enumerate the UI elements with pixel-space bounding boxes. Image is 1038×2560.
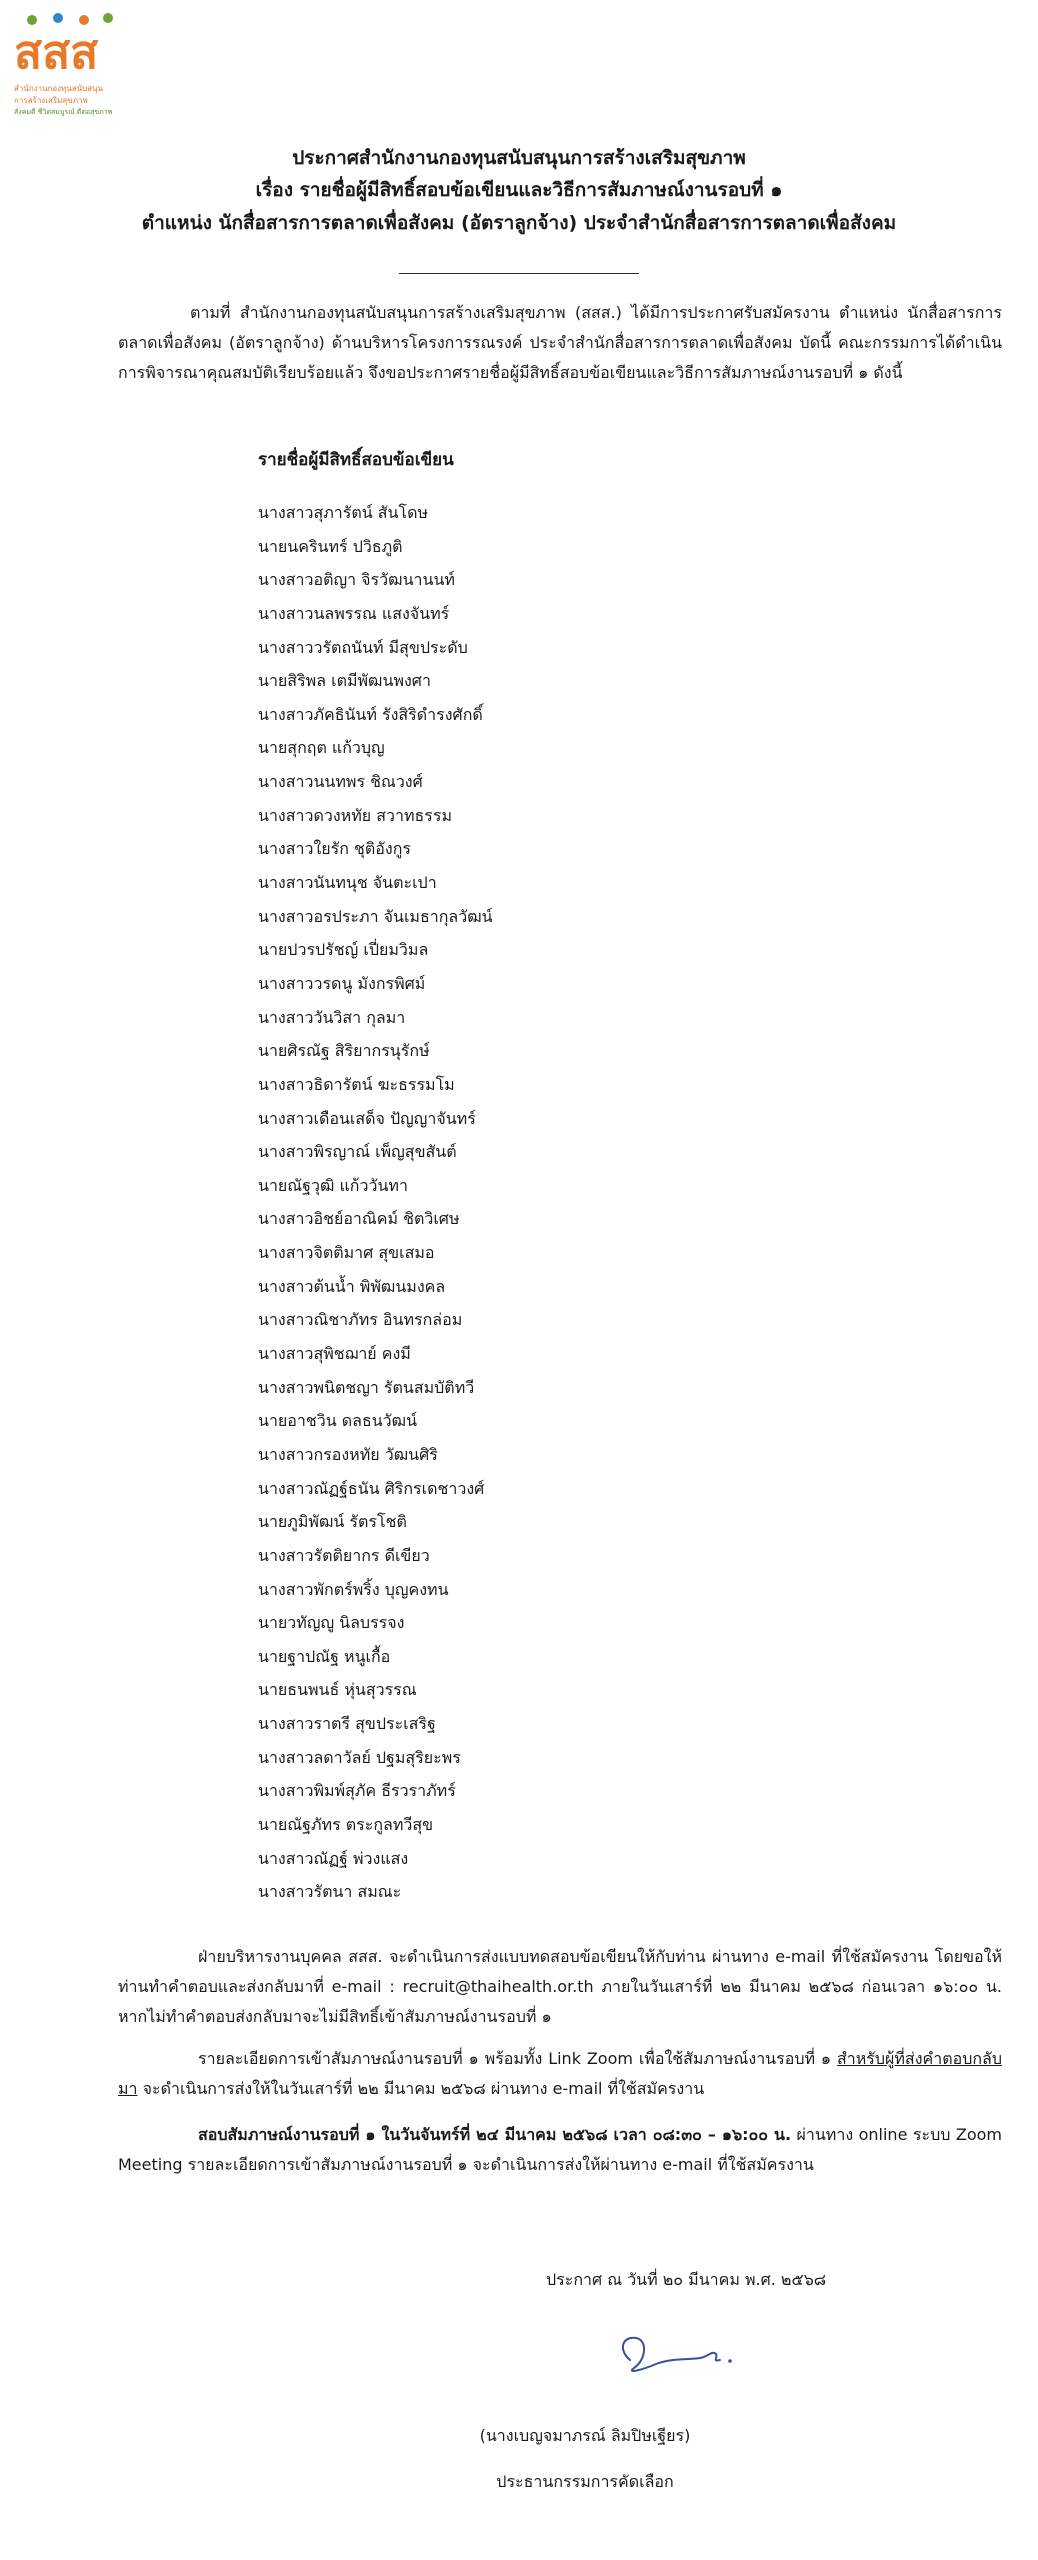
candidate-name: นางสาวสุภารัตน์ สันโดษ	[258, 503, 429, 522]
logo-text-line2: การสร้างเสริมสุขภาพ	[14, 96, 88, 105]
signer-title: ประธานกรรมการคัดเลือก	[496, 2472, 674, 2491]
candidate-name: นางสาวอติญา จิรวัฒนานนท์	[258, 570, 455, 590]
zoom-text-after: จะดำเนินการส่งให้ในวันเสาร์ที่ ๒๒ มีนาคม ๒๕๖๘ ผ่านทาง e-mail ที่ใช้สมัครงาน	[137, 2079, 705, 2098]
candidate-name: นางสาวรัตนา สมณะ	[258, 1882, 402, 1902]
written-test-paragraph: ฝ่ายบริหารงานบุคคล สสส. จะดำเนินการส่งแบบทดสอบข้อเขียนให้กับท่าน ผ่านทาง e-mail ที่ใช้สมัครงาน โดยขอให้ท่านทำคำตอบและส่งกลับมาที่ e-mail : recruit@thaihealth.or.th ภายในวันเสาร์ที่ ๒๒ มีนาคม ๒๕๖๘ ก่อนเวลา ๑๖:๐๐ น. หากไม่ทำคำตอบส่งกลับมาจะไม่มีสิทธิ์เข้าสัมภาษณ์งานรอบที่ ๑	[118, 1947, 1002, 2026]
candidate-name: นางสาววรัตถนันท์ มีสุขประดับ	[258, 637, 468, 657]
candidate-name: นางสาววันวิสา กุลมา	[258, 1007, 406, 1027]
logo-text-line1: สำนักงานกองทุนสนับสนุน	[14, 84, 104, 93]
zoom-text-underlined: สำหรับผู้ที่ส่งคำตอบกลับมา	[118, 2049, 1002, 2098]
candidate-name: นางสาวภัคธินันท์ รังสิริดำรงศักดิ์	[258, 704, 483, 724]
candidate-name: นางสาวพิรญาณ์ เพ็ญสุขสันต์	[258, 1142, 457, 1162]
candidate-name: นายปวรปรัชญ์ เปี่ยมวิมล	[258, 940, 429, 960]
candidate-name: นางสาวราตรี สุขประเสริฐ	[258, 1714, 436, 1734]
candidate-name: นางสาวธิดารัตน์ ฆะธรรมโม	[258, 1074, 455, 1094]
candidate-name: นางสาวลดาวัลย์ ปฐมสุริยะพร	[258, 1747, 461, 1767]
candidate-name: นางสาววรดนู มังกรพิศม์	[258, 973, 426, 993]
candidate-name: นายอาชวิน ดลธนวัฒน์	[258, 1411, 418, 1431]
candidate-name: นายฐาปณัฐ หนูเกื้อ	[258, 1646, 391, 1666]
candidate-name: นายภูมิพัฒน์ รัตรโชติ	[258, 1512, 407, 1532]
candidate-name: นายวทัญญู นิลบรรจง	[258, 1613, 405, 1633]
candidate-name: นางสาวเดือนเสด็จ ปัญญาจันทร์	[258, 1108, 476, 1128]
title-divider	[399, 273, 639, 274]
interview-date-bold: สอบสัมภาษณ์งานรอบที่ ๑ ในวันจันทร์ที่ ๒๔ มีนาคม ๒๕๖๘ เวลา ๐๘:๓๐ – ๑๖:๐๐ น.	[198, 2125, 792, 2144]
candidate-name: นางสาวใยรัก ชุติอังกูร	[258, 839, 411, 859]
announcement-date: ประกาศ ณ วันที่ ๒๐ มีนาคม พ.ศ. ๒๕๖๘	[546, 2270, 827, 2289]
candidate-name: นางสาวณิชาภัทร อินทรกล่อม	[258, 1310, 463, 1330]
zoom-text-before: รายละเอียดการเข้าสัมภาษณ์งานรอบที่ ๑ พร้อมทั้ง Link Zoom เพื่อใช้สัมภาษณ์งานรอบที่ ๑	[198, 2049, 837, 2068]
announcement-subject: เรื่อง รายชื่อผู้มีสิทธิ์สอบข้อเขียนและวิธีการสัมภาษณ์งานรอบที่ ๑	[255, 179, 783, 201]
candidate-name: นางสาวต้นน้ำ พิพัฒนมงคล	[258, 1276, 446, 1296]
interview-schedule-paragraph	[118, 2120, 1002, 2180]
candidate-name: นางสาวรัตติยากร ดีเขียว	[258, 1545, 430, 1565]
candidate-name: นางสาวดวงหทัย สวาทธรรม	[258, 805, 452, 825]
intro-paragraph: ตามที่ สำนักงานกองทุนสนับสนุนการสร้างเสริมสุขภาพ (สสส.) ได้มีการประกาศรับสมัครงาน ตำแหน่ง นักสื่อสารการตลาดเพื่อสังคม (อัตราลูกจ้าง) ด้านบริหารโครงการรณรงค์ ประจำสำนักสื่อสารการตลาดเพื่อสังคม บัดนี้ คณะกรรมการได้ดำเนินการพิจารณาคุณสมบัติเรียบร้อยแล้ว จึงขอประกาศรายชื่อผู้มีสิทธิ์สอบข้อเขียนและวิธีการสัมภาษณ์งานรอบที่ ๑ ดังนี้	[118, 303, 1002, 382]
candidate-name: นางสาวณัฏฐ์ พ่วงแสง	[258, 1848, 409, 1868]
candidate-name: นางสาวจิตติมาศ สุขเสมอ	[258, 1243, 435, 1263]
candidate-name: นายสุกฤต แก้วบุญ	[258, 738, 385, 758]
svg-text:สสส: สสส	[14, 25, 99, 76]
thaihealth-logo-mark	[12, 12, 122, 76]
candidate-name: นายธนพนธ์ หุ่นสุวรรณ	[258, 1680, 417, 1700]
signer-name: (นางเบญจมาภรณ์ ลิมปิษเฐียร)	[479, 2426, 691, 2445]
candidate-name: นายสิริพล เตมีพัฒนพงศา	[258, 671, 431, 691]
candidate-name: นางสาวนลพรรณ แสงจันทร์	[258, 603, 450, 623]
candidate-name: นางสาวสุพิชฌาย์ คงมี	[258, 1344, 411, 1364]
candidate-name: นางสาวนนทพร ชิณวงศ์	[258, 772, 423, 792]
announcement-position: ตำแหน่ง นักสื่อสารการตลาดเพื่อสังคม (อัตราลูกจ้าง) ประจำสำนักสื่อสารการตลาดเพื่อสังคม	[141, 212, 897, 234]
candidate-name: นายณัฐภัทร ตระกูลทวีสุข	[258, 1814, 434, 1834]
candidate-name: นางสาวกรองหทัย วัฒนศิริ	[258, 1444, 438, 1464]
signature	[612, 2320, 762, 2390]
candidate-name: นายศิรณัฐ สิริยากรนุรักษ์	[258, 1041, 430, 1061]
candidate-name: นายนครินทร์ ปวิธภูติ	[258, 536, 403, 556]
announcement-title: ประกาศสำนักงานกองทุนสนับสนุนการสร้างเสริมสุขภาพ	[292, 147, 746, 169]
candidate-name: นางสาวอิชย์อาณิคม์ ชิตวิเศษ	[258, 1209, 460, 1229]
candidate-name: นางสาวพักตร์พริ้ง บุญคงทน	[258, 1579, 449, 1599]
logo-slogan: สังคมดี ชีวิตสมบูรณ์ ดีต่อสุขภาพ	[14, 108, 113, 116]
interview-schedule-rest: ผ่านทาง online ระบบ Zoom Meeting รายละเอียดการเข้าสัมภาษณ์งานรอบที่ ๑ จะดำเนินการส่งให้ผ่านทาง e-mail ที่ใช้สมัครงาน	[118, 2125, 1002, 2174]
zoom-details-paragraph	[118, 2044, 1002, 2104]
candidate-list	[258, 496, 493, 1909]
candidate-name: นางสาวพิมพ์สุภัค ธีรวราภัทร์	[258, 1781, 456, 1801]
candidate-name: นายณัฐวุฒิ แก้ววันทา	[258, 1175, 408, 1195]
candidate-name: นางสาวนันทนุช จันตะเปา	[258, 873, 437, 893]
candidate-name: นางสาวอรประภา จันเมธากุลวัฒน์	[258, 906, 493, 926]
candidate-name: นางสาวพนิตชญา รัตนสมบัติทวี	[258, 1377, 475, 1397]
candidate-list-title: รายชื่อผู้มีสิทธิ์สอบข้อเขียน	[258, 450, 454, 470]
candidate-name: นางสาวณัฏฐ์ธนัน ศิริกรเดชาวงศ์	[258, 1478, 485, 1498]
thaihealth-logo	[8, 12, 128, 122]
